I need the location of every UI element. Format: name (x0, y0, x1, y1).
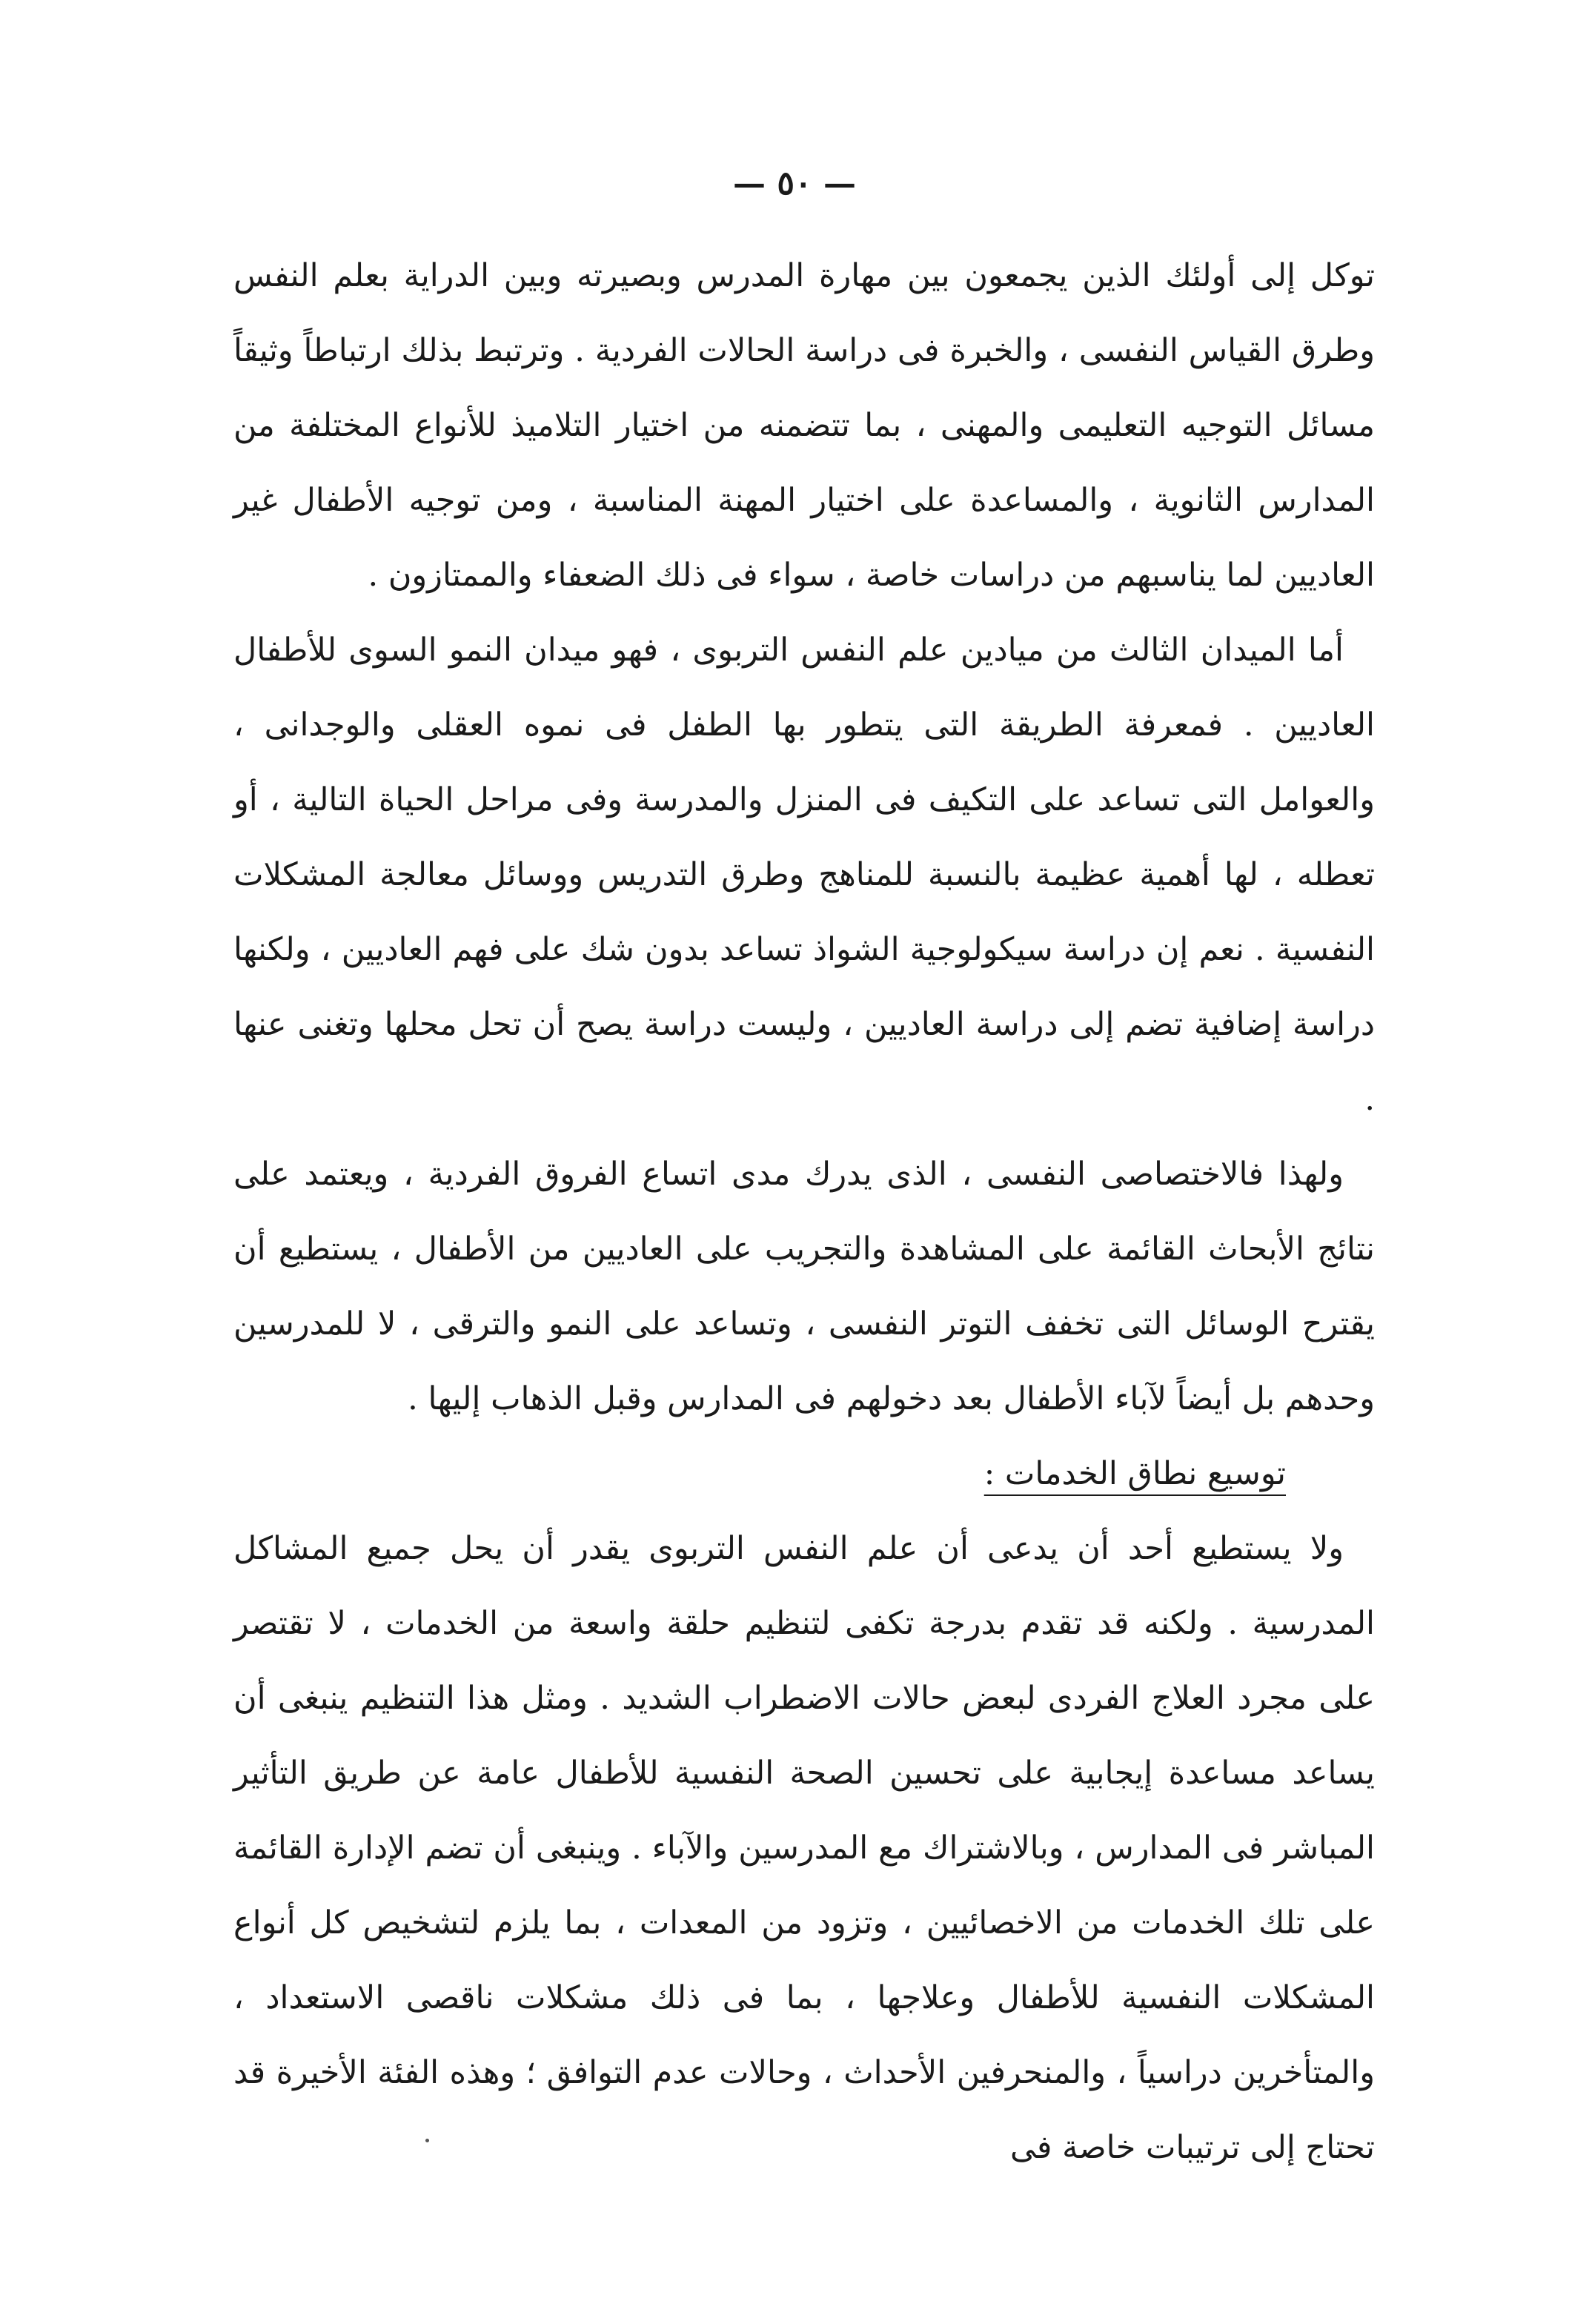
paragraph-3: ولهذا فالاختصاصى النفسى ، الذى يدرك مدى اتساع الفروق الفردية ، ويعتمد على نتائج الأبحاث القائمة على المشاهدة والتجريب على العاديين من الأطفال ، يستطيع أن يقترح الوسائل التى تخفف التوتر النفسى ، وتساعد على النمو والترقى ، لا للمدرسين وحدهم بل أيضاً لآباء الأطفال بعد دخولهم فى المدارس وقبل الذهاب إليها . (233, 1156, 1375, 1417)
body-text (233, 239, 1375, 2185)
scan-speck (425, 2139, 429, 2142)
page-number: — ٥٠ — (733, 165, 856, 202)
paragraph-4: ولا يستطيع أحد أن يدعى أن علم النفس التربوى يقدر أن يحل جميع المشاكل المدرسية . ولكنه قد تقدم بدرجة تكفى لتنظيم حلقة واسعة من الخدمات ، لا تقتصر على مجرد العلاج الفردى لبعض حالات الاضطراب الشديد . ومثل هذا التنظيم ينبغى أن يساعد مساعدة إيجابية على تحسين الصحة النفسية للأطفال عامة عن طريق التأثير المباشر فى المدارس ، وبالاشتراك مع المدرسين والآباء . وينبغى أن تضم الإدارة القائمة على تلك الخدمات من الاخصائيين ، وتزود من المعدات ، بما يلزم لتشخيص كل أنواع المشكلات النفسية للأطفال وعلاجها ، بما فى ذلك مشكلات ناقصى الاستعداد ، والمتأخرين دراسياً ، والمنحرفين الأحداث ، وحالات عدم التوافق ؛ وهذه الفئة الأخيرة قد تحتاج إلى ترتيبات خاصة فى (233, 1530, 1375, 2166)
section-heading: توسيع نطاق الخدمات : (983, 1455, 1286, 1492)
section-heading-wrap (233, 1437, 1375, 1512)
paragraph-2: أما الميدان الثالث من ميادين علم النفس التربوى ، فهو ميدان النمو السوى للأطفال العاديين . فمعرفة الطريقة التى يتطور بها الطفل فى نموه العقلى والوجدانى ، والعوامل التى تساعد على التكيف فى المنزل والمدرسة وفى مراحل الحياة التالية ، أو تعطله ، لها أهمية عظيمة بالنسبة للمناهج وطرق التدريس ووسائل معالجة المشكلات النفسية . نعم إن دراسة سيكولوجية الشواذ تساعد بدون شك على فهم العاديين ، ولكنها دراسة إضافية تضم إلى دراسة العاديين ، وليست دراسة يصح أن تحل محلها وتغنى عنها . (233, 632, 1375, 1118)
paragraph-1: توكل إلى أولئك الذين يجمعون بين مهارة المدرس وبصيرته وبين الدراية بعلم النفس وطرق القياس النفسى ، والخبرة فى دراسة الحالات الفردية . وترتبط بذلك ارتباطاً وثيقاً مسائل التوجيه التعليمى والمهنى ، بما تتضمنه من اختيار التلاميذ للأنواع المختلفة من المدارس الثانوية ، والمساعدة على اختيار المهنة المناسبة ، ومن توجيه الأطفال غير العاديين لما يناسبهم من دراسات خاصة ، سواء فى ذلك الضعفاء والممتازون . (233, 257, 1375, 594)
